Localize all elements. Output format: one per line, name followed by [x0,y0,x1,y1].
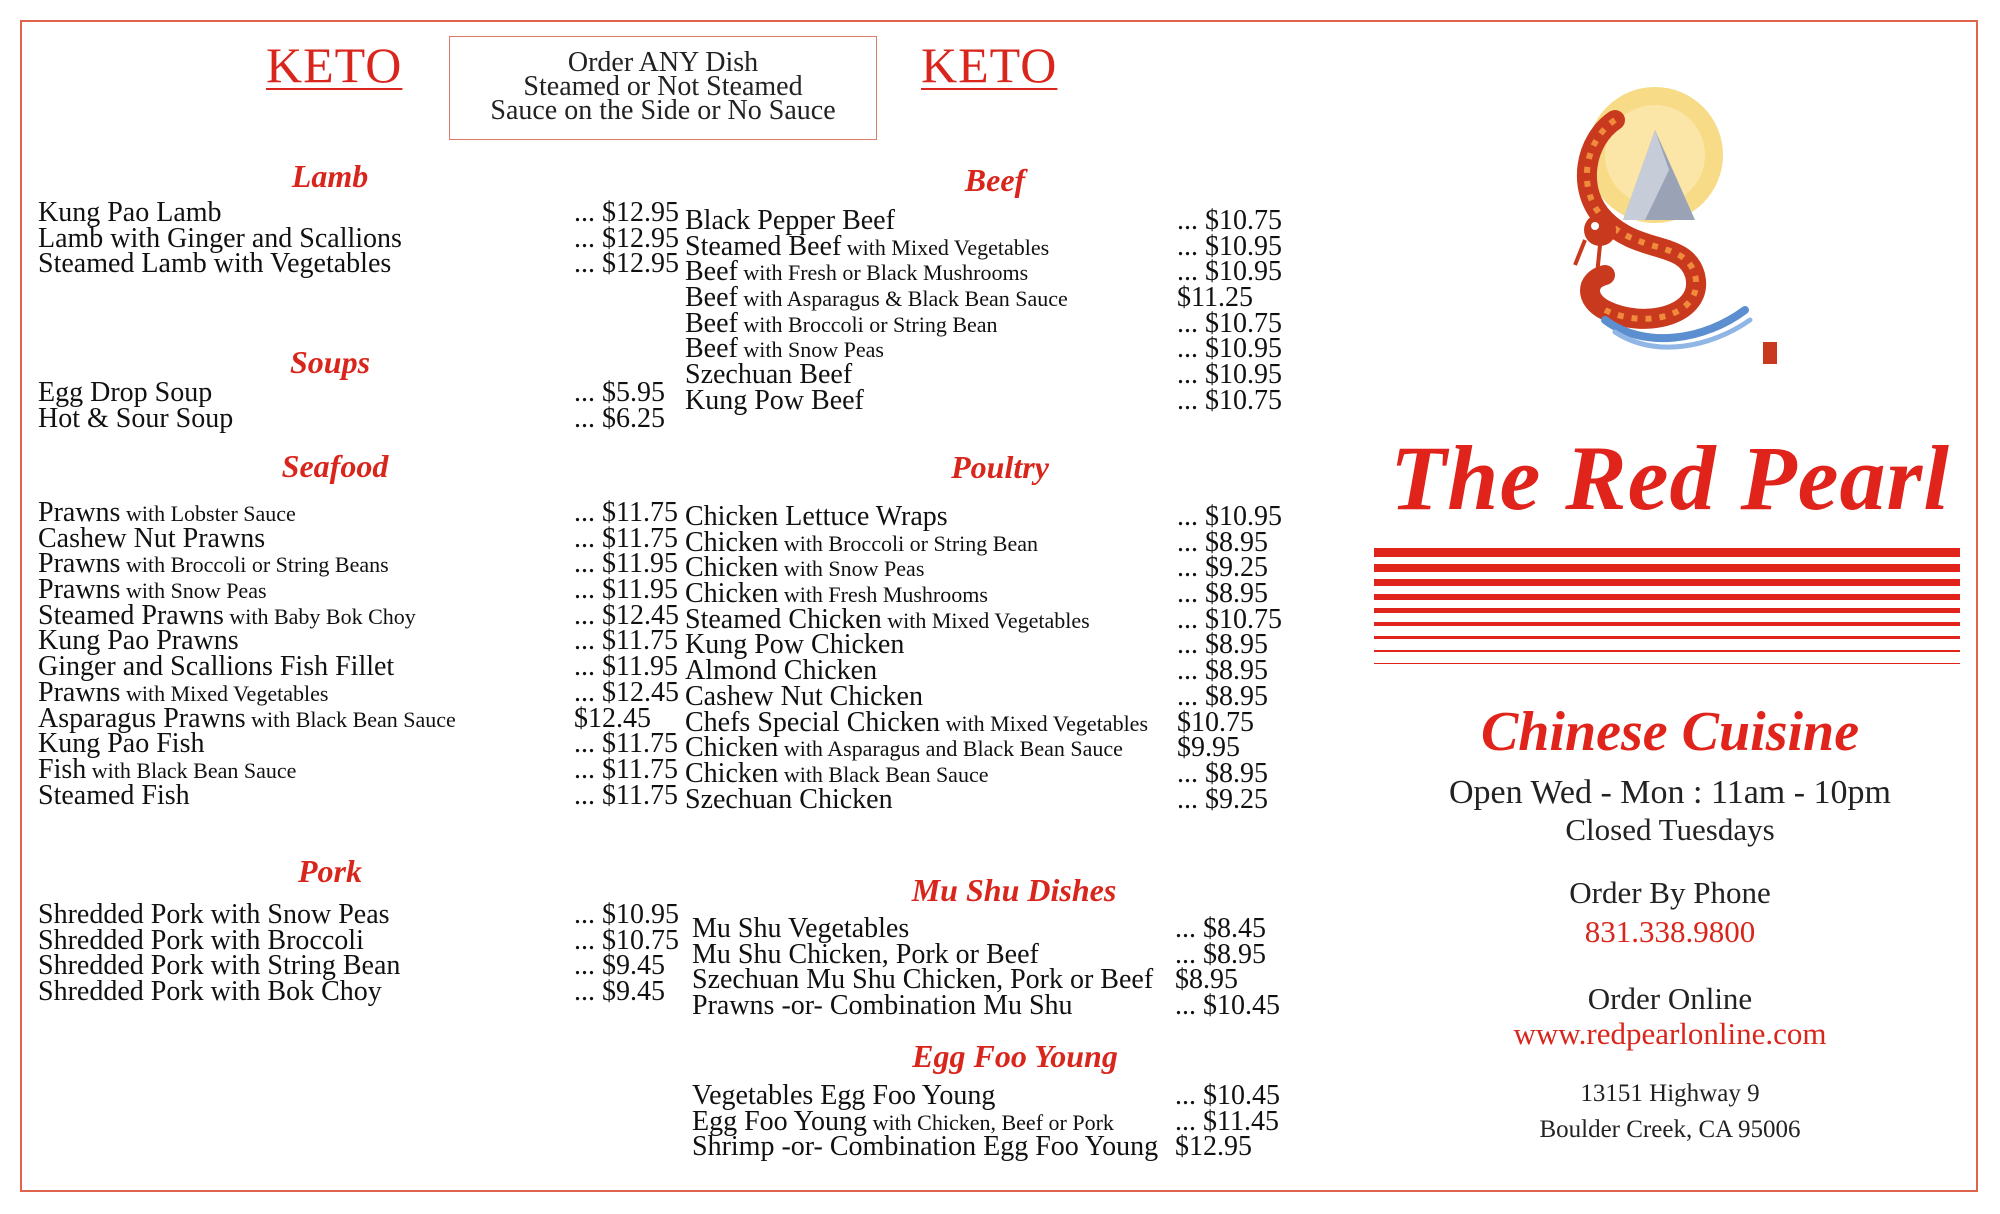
menu-item-description: with Mixed Vegetables [940,710,1149,736]
red-stripe [1374,548,1960,557]
order-options-box [449,36,877,140]
menu-item-name: Lamb with Ginger and Scallions [38,222,402,254]
menu-item-price: ... $11.75 [574,779,678,811]
section-heading-soups: Soups [289,344,371,380]
menu-item-price: ... $12.95 [574,222,679,254]
menu-item-price: ... $11.75 [574,522,678,554]
menu-item-description: with Fresh Mushrooms [778,582,988,608]
red-stripe [1374,636,1960,639]
menu-item-name: Egg Drop Soup [38,377,213,408]
menu-item-description: with Lobster Sauce [120,501,296,526]
menu-list-beef [685,205,1282,416]
menu-item-price: ... $12.95 [574,248,679,280]
website-link[interactable]: www.redpearlonline.com [1513,1016,1827,1051]
menu-item-price: ... $8.95 [1177,526,1268,558]
menu-item-name: Shredded Pork with String Bean [38,950,401,982]
red-stripe [1374,564,1960,572]
menu-item-description: with Black Bean Sauce [778,761,989,787]
menu-item-name: Prawns -or- Combination Mu Shu [692,990,1073,1022]
order-options-line2: Steamed or Not Steamed [523,71,803,102]
menu-item [38,976,665,1008]
menu-item-price: ... $9.25 [1177,783,1268,815]
menu-item-price: ... $12.45 [574,599,679,631]
menu-item-description: with Black Bean Sauce [245,706,456,732]
menu-item-price: ... $9.45 [574,976,665,1008]
menu-item-price: ... $9.25 [1177,552,1268,584]
menu-item [685,307,1282,339]
section-heading-poultry: Poultry [951,449,1049,485]
menu-item-price: ... $8.95 [1177,629,1268,661]
menu-item-name: Shredded Pork with Snow Peas [38,899,390,930]
red-stripe [1374,663,1960,664]
menu-item-description: with Baby Bok Choy [223,603,416,629]
menu-item-name: Chicken [685,526,779,558]
address-line1: 13151 Highway 9 [1580,1080,1760,1107]
menu-list-soups [38,377,665,434]
menu-item-name: Szechuan Beef [685,359,853,391]
menu-item-name: Szechuan Mu Shu Chicken, Pork or Beef [692,964,1154,996]
menu-item-price: ... $10.75 [1177,205,1282,236]
menu-item-name: Prawns [38,676,121,708]
menu-item [685,230,1282,262]
menu-item-price: ... $10.95 [1177,230,1282,262]
red-stripe [1374,650,1960,652]
menu-item-name: Black Pepper Beef [685,205,895,236]
section-heading-beef: Beef [964,162,1026,198]
menu-item-price: ... $8.95 [1175,938,1266,970]
menu-item-name: Beef [685,256,738,288]
menu-item-price: ... $8.95 [1177,655,1268,687]
menu-item-price: $10.75 [1177,706,1254,738]
menu-item-description: with Asparagus & Black Bean Sauce [737,286,1068,312]
menu-item-price: ... $10.45 [1175,990,1280,1022]
menu-item [685,384,1282,416]
red-stripe [1374,608,1960,613]
menu-item-price: ... $10.95 [1177,501,1282,532]
menu-item-name: Fish [38,753,87,785]
menu-item-name: Prawns [38,574,121,606]
menu-item-price: ... $12.45 [574,676,679,708]
red-stripe [1374,594,1960,600]
menu-item-name: Hot & Sour Soup [38,402,234,434]
menu-item-name: Steamed Beef [685,230,842,262]
menu-item-price: $11.25 [1177,282,1253,314]
menu-item-name: Egg Foo Young [692,1105,868,1137]
menu-item-name: Chicken [685,578,779,610]
menu-item [685,282,1253,314]
menu-item-price: ... $8.95 [1177,578,1268,610]
menu-item-description: with Asparagus and Black Bean Sauce [778,736,1123,762]
menu-item-price: ... $11.75 [574,753,678,785]
menu-item-price: $12.95 [1175,1131,1252,1163]
menu-item-name: Chicken [685,732,779,764]
menu-item-description: with Snow Peas [778,556,925,582]
menu-item-price: ... $10.95 [1177,359,1282,391]
menu-item-price: ... $10.95 [574,899,679,930]
menu-item-price: ... $10.75 [1177,384,1282,416]
menu-item-name: Almond Chicken [685,655,878,687]
menu-item-name: Mu Shu Vegetables [692,913,910,944]
menu-item-name: Shrimp -or- Combination Egg Foo Young [692,1131,1159,1163]
menu-item-name: Beef [685,333,738,365]
section-heading-lamb: Lamb [291,158,369,194]
menu-item-price: ... $11.45 [1175,1105,1279,1137]
menu-item-price: ... $8.95 [1177,757,1268,789]
menu-item [38,779,678,811]
menu-list-mushu [692,913,1280,1022]
menu-item-price: ... $11.75 [574,497,678,528]
restaurant-name: The Red Pearl [1390,427,1950,529]
menu-item-name: Kung Pao Prawns [38,625,239,657]
menu-item-description: with Broccoli or String Bean [737,311,998,337]
menu-item-price: ... $11.95 [574,548,678,580]
opening-hours: Open Wed - Mon : 11am - 10pm [1448,774,1892,811]
menu-list-eggfoo [692,1080,1280,1163]
menu-item-price: ... $8.45 [1175,913,1266,944]
menu-item-price: ... $10.95 [1177,256,1282,288]
menu-item-price: ... $9.45 [574,950,665,982]
order-options-line3: Sauce on the Side or No Sauce [490,95,836,126]
menu-item-name: Cashew Nut Chicken [685,680,923,712]
menu-item [692,990,1280,1022]
menu-list-poultry [685,501,1282,815]
menu-item-description: with Mixed Vegetables [120,680,329,706]
menu-item-description: with Snow Peas [120,578,267,604]
menu-item-name: Chicken Lettuce Wraps [685,501,948,532]
menu-list-seafood [38,497,679,811]
menu-item-name: Shredded Pork with Broccoli [38,924,364,956]
menu-item-name: Kung Pao Fish [38,728,205,760]
dragon-logo-image [1545,80,1785,380]
menu-item [685,256,1282,288]
menu-item-name: Mu Shu Chicken, Pork or Beef [692,938,1039,970]
menu-item-name: Asparagus Prawns [38,702,246,734]
menu-item-description: with Mixed Vegetables [881,607,1090,633]
menu-list-lamb [38,197,679,280]
section-heading-pork: Pork [298,853,362,889]
menu-item-price: ... $10.75 [1177,307,1282,339]
menu-item-price: ... $12.95 [574,197,679,228]
menu-item [38,248,679,280]
menu-item-price: ... $11.95 [574,574,678,606]
menu-item-description: with Fresh or Black Mushrooms [737,260,1029,286]
menu-list-pork [38,899,679,1008]
menu-item-name: Chefs Special Chicken [685,706,941,738]
keto-label-right: KETO [921,37,1058,93]
menu-item-price: $12.45 [574,702,651,734]
menu-item-price: ... $5.95 [574,377,665,408]
menu-item-description: with Mixed Vegetables [841,234,1050,260]
menu-item-name: Beef [685,307,738,339]
phone-number[interactable]: 831.338.9800 [1584,914,1756,949]
red-stripe [1374,579,1960,586]
menu-item-name: Cashew Nut Prawns [38,522,266,554]
menu-item-price: $8.95 [1175,964,1238,996]
keto-label-left: KETO [266,37,403,93]
phone-label: Order By Phone [1569,875,1771,910]
menu-item-price: ... $11.75 [574,728,678,760]
red-stripe [1374,622,1960,626]
menu-item [38,728,678,760]
menu-item [38,402,665,434]
menu-item-name: Szechuan Chicken [685,783,893,815]
address-line2: Boulder Creek, CA 95006 [1539,1116,1801,1143]
menu-item-name: Shredded Pork with Bok Choy [38,976,382,1008]
menu-item-price: ... $11.95 [574,651,678,683]
menu-item-name: Kung Pow Chicken [685,629,905,661]
menu-item-price: ... $10.75 [1177,603,1282,635]
menu-item-name: Steamed Chicken [685,603,882,635]
menu-item-name: Beef [685,282,738,314]
menu-item-name: Kung Pao Lamb [38,197,222,228]
menu-item-name: Steamed Prawns [38,599,224,631]
menu-item-price: ... $6.25 [574,402,665,434]
menu-item-description: with Black Bean Sauce [86,757,297,783]
section-heading-seafood: Seafood [281,448,389,484]
section-heading-mushu: Mu Shu Dishes [911,872,1117,908]
menu-item-name: Prawns [38,497,121,528]
menu-item-price: ... $10.45 [1175,1080,1280,1111]
menu-item-description: with Chicken, Beef or Pork [867,1109,1114,1135]
menu-item-name: Chicken [685,757,779,789]
order-options-line1: Order ANY Dish [567,47,759,78]
menu-item-description: with Snow Peas [737,337,884,363]
section-heading-eggfoo: Egg Foo Young [912,1038,1118,1074]
menu-item-price: ... $8.95 [1177,680,1268,712]
menu-item-name: Chicken [685,552,779,584]
menu-item-description: with Broccoli or String Bean [778,530,1038,556]
menu-item-description: with Broccoli or String Beans [120,552,389,578]
menu-item-name: Kung Pow Beef [685,384,864,416]
menu-item-name: Vegetables Egg Foo Young [692,1080,996,1111]
menu-item-name: Steamed Lamb with Vegetables [38,248,392,280]
menu-item-name: Ginger and Scallions Fish Fillet [38,651,395,683]
menu-item [692,1131,1252,1163]
cuisine-subtitle: Chinese Cuisine [1480,701,1860,763]
menu-item-name: Prawns [38,548,121,580]
online-label: Order Online [1587,981,1753,1016]
menu-item [685,783,1268,815]
menu-item-price: ... $10.95 [1177,333,1282,365]
menu-item-price: ... $11.75 [574,625,678,657]
closed-days: Closed Tuesdays [1565,812,1775,847]
menu-item-name: Steamed Fish [38,779,190,811]
menu-item-price: ... $10.75 [574,924,679,956]
menu-item-price: $9.95 [1177,732,1240,764]
